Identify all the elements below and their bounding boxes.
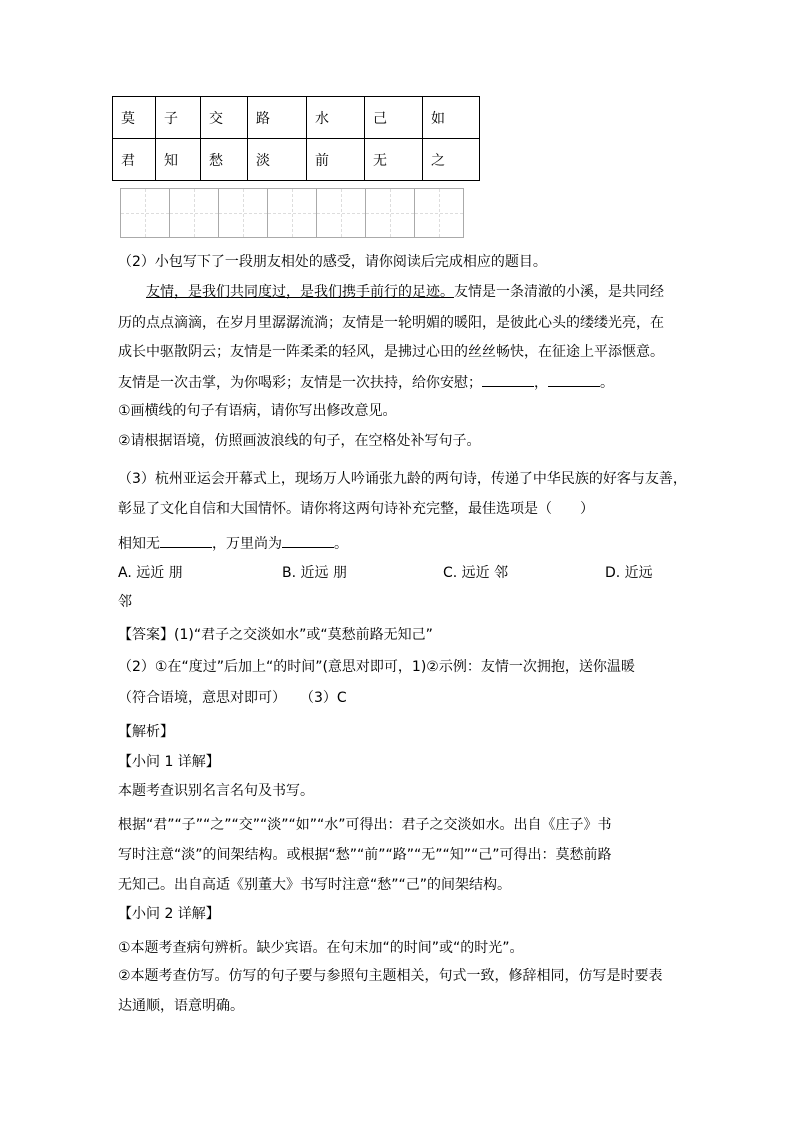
writing-grid — [120, 188, 464, 238]
analysis-heading: 【解析】 — [118, 724, 174, 740]
writing-cell[interactable] — [170, 189, 219, 237]
option-a[interactable]: A. 远近 朋 — [118, 565, 183, 581]
table-cell: 前 — [307, 139, 365, 181]
writing-cell[interactable] — [317, 189, 366, 237]
writing-cell[interactable] — [415, 189, 463, 237]
table-row — [113, 139, 480, 181]
sub-question-2: ②请根据语境，仿照画波浪线的句子，在空格处补写句子。 — [118, 433, 481, 449]
analysis-line: ②本题考查仿写。仿写的句子要与参照句主题相关，句式一致，修辞相同，仿写是时要表 — [118, 968, 663, 984]
writing-cell[interactable] — [121, 189, 170, 237]
option-b[interactable]: B. 近远 朋 — [282, 565, 347, 581]
analysis-line: 写时注意“淡”的间架结构。或根据“愁”“前”“路”“无”“知”“己”可得出：莫愁前路 — [118, 847, 612, 863]
answer-line: 【答案】(1)“君子之交淡如水”或“莫愁前路无知己” — [118, 627, 433, 643]
sub2-heading: 【小问 2 详解】 — [118, 906, 220, 922]
table-cell: 淡 — [248, 139, 307, 181]
answer-blank[interactable] — [282, 534, 334, 548]
answer-blank[interactable] — [482, 373, 534, 387]
poem-text: ，万里尚为 — [212, 536, 282, 552]
separator: ， — [534, 375, 548, 391]
writing-cell[interactable] — [366, 189, 415, 237]
sub1-heading: 【小问 1 详解】 — [118, 754, 220, 770]
table-row — [113, 97, 480, 139]
table-cell: 水 — [307, 97, 365, 139]
table-cell: 知 — [156, 139, 201, 181]
passage-text: 友情是一次击掌，为你喝彩；友情是一次扶持，给你安慰； — [118, 375, 482, 391]
underlined-sentence: 友情，是我们共同度过，是我们携手前行的足迹。 — [146, 284, 454, 300]
table-cell: 愁 — [201, 139, 248, 181]
passage-line — [146, 283, 664, 301]
q3-line: 彰显了文化自信和大国情怀。请你将这两句诗补充完整，最佳选项是（ ） — [118, 501, 594, 517]
table-cell: 子 — [156, 97, 201, 139]
passage-text: 友情是一条清澈的小溪，是共同经 — [454, 284, 664, 300]
table-cell: 如 — [423, 97, 480, 139]
sub-question-1: ①画横线的句子有语病，请你写出修改意见。 — [118, 403, 397, 419]
period: 。 — [600, 375, 614, 391]
q2-intro: （2）小包写下了一段朋友相处的感受，请你阅读后完成相应的题目。 — [118, 254, 547, 270]
option-d[interactable]: D. 近远 — [605, 565, 653, 581]
answer-line: （2）①在“度过”后加上“的时间”(意思对即可，1)②示例：友情一次拥抱，送你温暖 — [118, 659, 635, 675]
poem-text: 相知无 — [118, 536, 160, 552]
passage-line: 成长中驱散阴云；友情是一阵柔柔的轻风，是拂过心田的丝丝畅快，在征途上平添惬意。 — [118, 344, 664, 360]
answer-line: （符合语境，意思对即可） （3）C — [118, 690, 347, 706]
answer-blank[interactable] — [160, 534, 212, 548]
writing-cell[interactable] — [268, 189, 317, 237]
period: 。 — [334, 536, 348, 552]
table-cell: 己 — [365, 97, 423, 139]
option-c[interactable]: C. 远近 邻 — [443, 565, 509, 581]
analysis-line: 根据“君”“子”“之”“交”“淡”“如”“水”可得出：君子之交淡如水。出自《庄子》书 — [118, 817, 612, 833]
table-cell: 莫 — [113, 97, 156, 139]
answer-blank[interactable] — [548, 373, 600, 387]
character-table — [112, 96, 480, 181]
analysis-line: ①本题考查病句辨析。缺少宾语。在句末加“的时间”或“的时光”。 — [118, 940, 524, 956]
table-cell: 无 — [365, 139, 423, 181]
table-cell: 路 — [248, 97, 307, 139]
passage-line: 历的点点滴滴，在岁月里潺潺流淌；友情是一轮明媚的暖阳，是彼此心头的缕缕光亮，在 — [118, 315, 664, 331]
q3-line: （3）杭州亚运会开幕式上，现场万人吟诵张九龄的两句诗，传递了中华民族的好客与友善， — [118, 471, 687, 487]
writing-cell[interactable] — [219, 189, 268, 237]
passage-line — [118, 373, 614, 392]
analysis-line: 达通顺，语意明确。 — [118, 998, 244, 1014]
analysis-line: 本题考查识别名言名句及书写。 — [118, 783, 314, 799]
option-d-wrap: 邻 — [118, 594, 132, 610]
table-cell: 交 — [201, 97, 248, 139]
analysis-line: 无知己。出自高适《别董大》书写时注意“愁”“己”的间架结构。 — [118, 877, 512, 893]
table-cell: 君 — [113, 139, 156, 181]
poem-line — [118, 534, 348, 553]
table-cell: 之 — [423, 139, 480, 181]
